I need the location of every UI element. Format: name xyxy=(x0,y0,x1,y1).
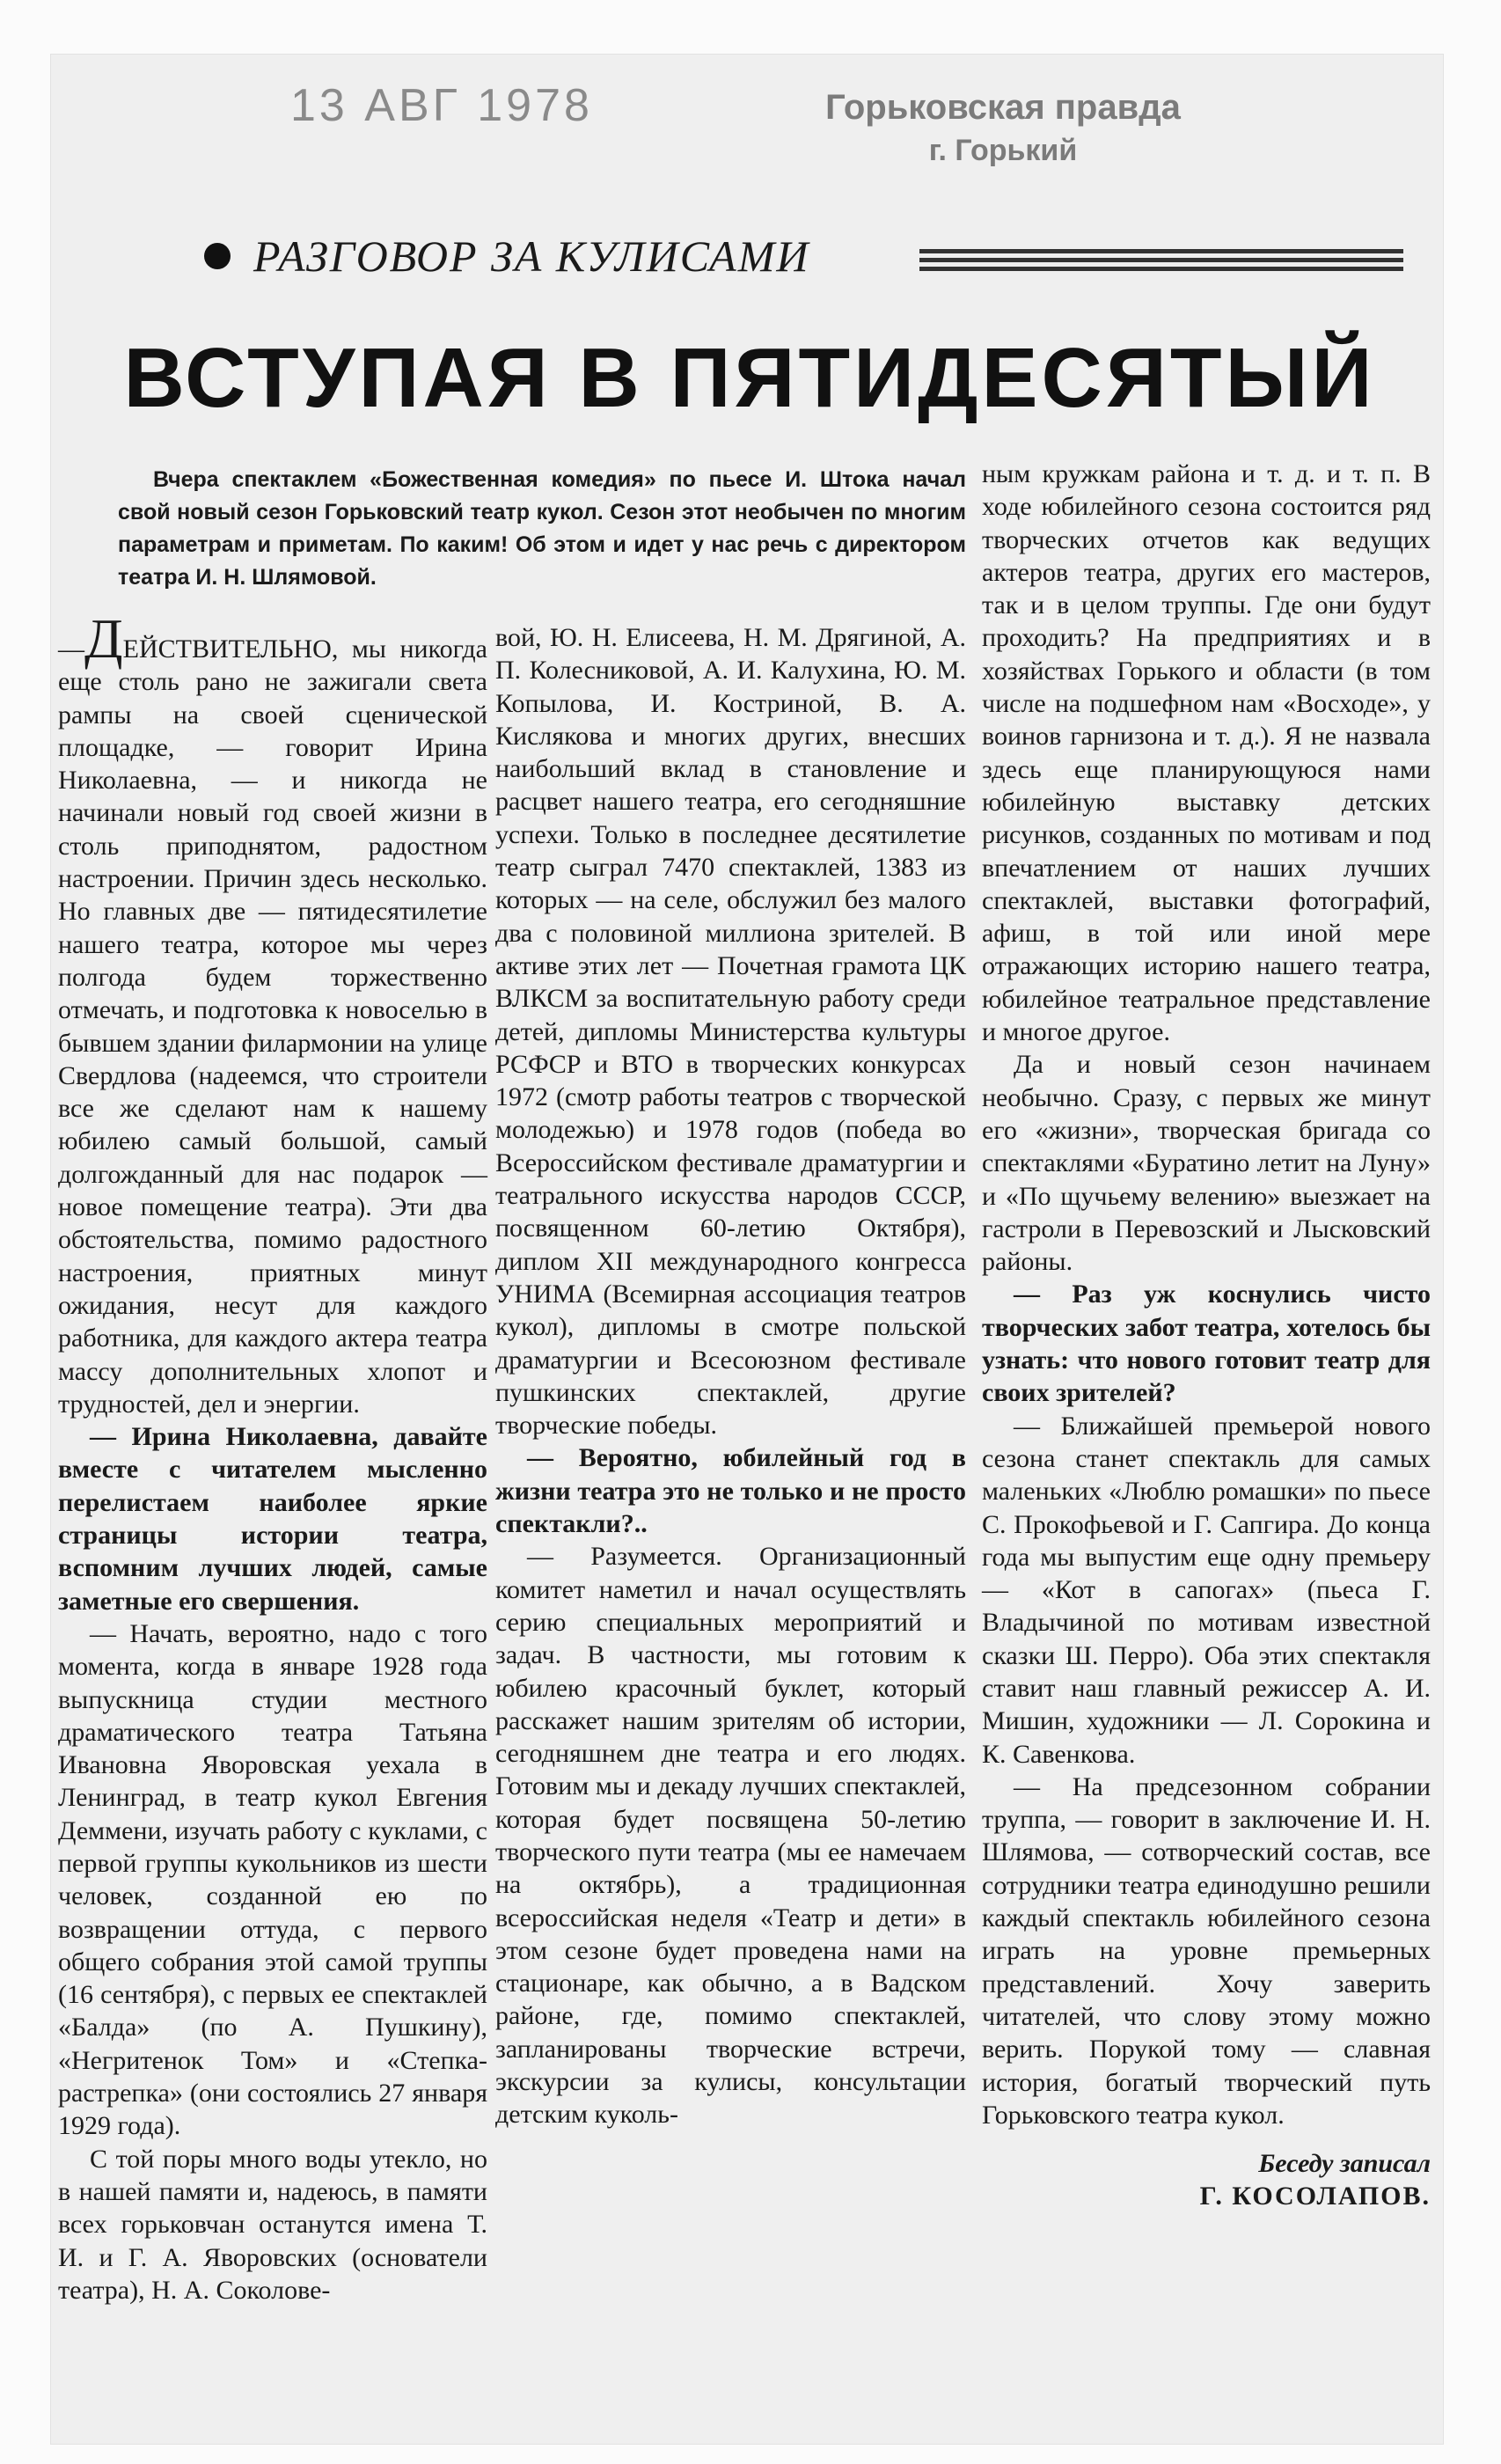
paragraph: — Разумеется. Организационный комитет наметил и начал осуществлять серию специальных мероприятий и задач. В частности, мы готовим к юбилею красочный буклет, который расскажет нашим зрителям об истории, сегодняшнем дне театра и его людях. Готовим мы и декаду лучших спектаклей, которая будет посвящена 50-летию творческого пути театра (мы ее намечаем на октябрь), а традиционная всероссийская неделя «Театр и дети» в этом сезоне будет проведена нами на стационаре, как обычно, а в Вадском районе, где, помимо спектаклей, запланированы творческие встречи, экскурсии за кулисы, консультации детским куколь- xyxy=(495,1542,966,2130)
article-column-1 xyxy=(58,607,487,2306)
first-word: ЕЙСТВИТЕЛЬНО, xyxy=(122,634,339,664)
drop-cap: Д xyxy=(84,607,123,670)
paragraph: вой, Ю. Н. Елисеева, Н. М. Дрягиной, А. П. Колесниковой, А. И. Калухина, Ю. М. Копылова, И. Костриной, В. А. Кислякова и многих других, внесших наибольший вклад в становление и расцвет нашего театра, его сегодняшние успехи. Только в последнее десятилетие театр сыграл 7470 спектаклей, 1383 из которых — на селе, обслужил без малого два с половиной миллиона зрителей. В активе этих лет — Почетная грамота ЦК ВЛКСМ за воспитательную работу среди детей, дипломы Министерства культуры РСФСР и ВТО в творческих конкурсах 1972 (смотр работы театров с творческой молодежью) и 1978 годов (победа во Всероссийском фестивале драматургии и театрального искусства народов СССР, посвященном 60-летию Октября), диплом XII международного конгресса УНИМА (Всемирная ассоциация театров кукол), дипломы в смотре польской драматургии и Всесоюзном фестивале пушкинских спектаклей, другие творческие победы. xyxy=(495,623,966,1441)
signature-label: Беседу записал xyxy=(1258,2149,1431,2179)
article-column-2 xyxy=(495,621,966,2131)
question: — Вероятно, юбилейный год в жизни театра это не только и не просто спектакли?.. xyxy=(495,1443,966,1539)
paragraph: — Начать, вероятно, надо с того момента, когда в январе 1928 года выпускница студии местного драматического театра Татьяна Ивановна Яворовская уехала в Ленинград, в театр кукол Евгения Деммени, изучать работу с куклами, с первой группы кукольников из шести человек, созданной ею по возвращении оттуда, с первого общего собрания этой самой труппы (16 сентября), с первых ее спектаклей «Балда» (по А. Пушкину), «Негритенок Том» и «Степка-растрепка» (они состоялись 27 января 1929 года). xyxy=(58,1618,487,2141)
rubric-title: РАЗГОВОР ЗА КУЛИСАМИ xyxy=(253,231,810,281)
paragraph: ным кружкам района и т. д. и т. п. В ходе юбилейного сезона состоится ряд творческих отчетов как ведущих актеров театра, других его мастеров, так и в целом труппы. Где они будут проходить? На предприятиях и в хозяйствах Горького и области (в том числе на подшефном нам «Восходе», у воинов гарнизона и т. д.). Я не назвала здесь еще планирующуюся нами юбилейную выставку детских рисунков, созданных по мотивам и под впечатлением от наших лучших спектаклей, выставки фотографий, афиш, в той или иной мере отражающих историю нашего театра, юбилейное театральное представление и многое другое. xyxy=(982,459,1431,1047)
bullet-icon xyxy=(204,243,231,269)
lead-paragraph: Вчера спектаклем «Божественная комедия» по пьесе И. Штока начал свой новый сезон Горьковский театр кукол. Сезон этот необычен по многим параметрам и приметам. По каким! Об этом и идет у нас речь с директором театра И. Н. Шлямовой. xyxy=(118,467,966,590)
rubric xyxy=(204,231,809,282)
paragraph-text: мы никогда еще столь рано не зажигали света рампы на своей сценической площадке, — говорит Ирина Николаевна, — и никогда не начинали новый год своей жизни в столь приподнятом, радостном настроении. Причин здесь несколько. Но главных две — пятидесятилетие нашего театра, которое мы через полгода будем торжественно отмечать, и подготовка к новоселью в бывшем здании филармонии на улице Свердлова (надеемся, что строители все же сделают нам к нашему юбилею самый большой, самый долгожданный для нас подарок — новое помещение театра). Эти два обстоятельства, помимо радостного настроения, приятных минут ожидания, несут для каждого работника, для каждого актера театра массу дополнительных хлопот и трудностей, дел и энергии. xyxy=(58,634,487,1419)
newspaper-name-stamp: Горьковская правда xyxy=(825,88,1181,127)
paragraph: Да и новый сезон начинаем необычно. Сразу, с первых же минут его «жизни», творческая бригада со спектаклями «Буратино летит на Луну» и «По щучьему велению» выезжает на гастроли в Перевозский и Лысковский районы. xyxy=(982,1050,1431,1277)
signature-name: Г. КОСОЛАПОВ. xyxy=(1199,2182,1431,2211)
question: — Раз уж коснулись чисто творческих забот театра, хотелось бы узнать: что нового готовит театр для своих зрителей? xyxy=(982,1280,1431,1408)
headline: ВСТУПАЯ В ПЯТИДЕСЯТЫЙ xyxy=(123,331,1376,425)
paragraph: — Ближайшей премьерой нового сезона станет спектакль для самых маленьких «Люблю ромашки» по пьесе С. Прокофьевой и Г. Сапгира. До конца года мы выпустим еще одну премьеру — «Кот в сапогах» (пьеса Г. Владычиной по мотивам известной сказки Ш. Перро). Оба этих спектакля ставит наш главный режиссер А. И. Мишин, художники — Л. Сорокина и К. Савенкова. xyxy=(982,1411,1431,1769)
paragraph xyxy=(58,607,487,1420)
newspaper-city-stamp: г. Горький xyxy=(928,134,1078,167)
rubric-rule-lines xyxy=(919,249,1403,274)
paragraph: — На предсезонном собрании труппа, — говорит в заключение И. Н. Шлямова, — сотворческий состав, все сотрудники театра единодушно решили каждый спектакль юбилейного сезона играть на уровне премьерных представлений. Хочу заверить читателей, что слову этому можно верить. Порукой тому — славная история, богатый творческий путь Горьковского театра кукол. xyxy=(982,1771,1431,2130)
paragraph: С той поры много воды утекло, но в нашей памяти и, надеюсь, в памяти всех горьковчан останутся имена Т. И. и Г. А. Яворовских (основатели театра), Н. А. Соколове- xyxy=(58,2144,487,2305)
dash: — xyxy=(58,634,84,664)
question: — Ирина Николаевна, давайте вместе с читателем мысленно перелистаем наиболее яркие страницы истории театра, вспомним лучших людей, самые заметные его свершения. xyxy=(58,1422,487,1616)
article-column-3 xyxy=(982,458,1431,2213)
date-stamp: 13 АВГ 1978 xyxy=(290,80,593,131)
